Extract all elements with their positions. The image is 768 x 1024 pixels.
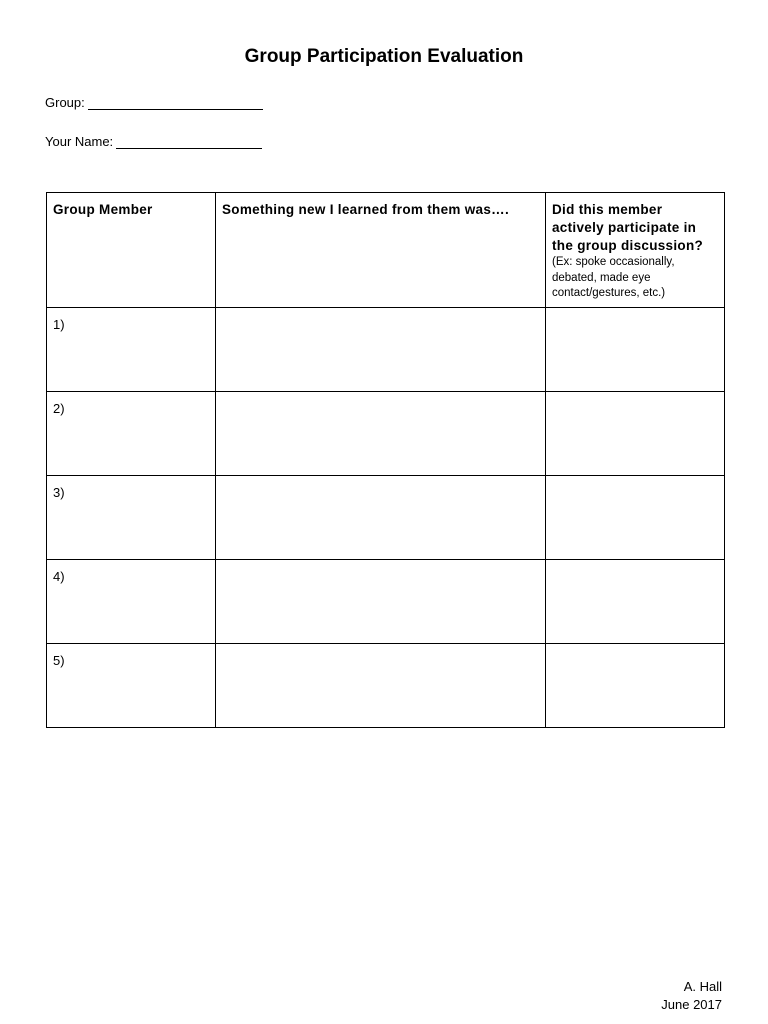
page-title: Group Participation Evaluation [244,46,524,67]
learned-cell[interactable] [216,476,546,560]
member-cell[interactable] [47,476,216,560]
evaluation-table [46,192,725,728]
table-row [47,560,725,644]
header-member-label: Group Member [53,202,153,217]
participate-cell[interactable] [546,392,725,476]
header-cell-participate [546,193,725,308]
footer-date: June 2017 [661,997,722,1012]
group-field [45,95,263,110]
learned-cell[interactable] [216,644,546,728]
table-row [47,476,725,560]
your-name-field [45,134,262,149]
group-label: Group: [45,95,85,110]
row-number: 3) [53,485,65,500]
learned-cell[interactable] [216,308,546,392]
header-participate-note: (Ex: spoke occasionally, debated, made eye contact/gestures, etc.) [552,256,675,299]
row-number: 5) [53,653,65,668]
learned-cell[interactable] [216,392,546,476]
table-row [47,392,725,476]
row-number: 2) [53,401,65,416]
table-row [47,644,725,728]
participate-cell[interactable] [546,308,725,392]
participate-cell[interactable] [546,644,725,728]
table-row [47,308,725,392]
member-cell[interactable] [47,644,216,728]
participate-cell[interactable] [546,560,725,644]
header-participate-label: Did this member actively participate in the group discussion? [552,202,704,253]
learned-cell[interactable] [216,560,546,644]
footer-author: A. Hall [683,979,722,994]
table-header-row [47,193,725,308]
your-name-label: Your Name: [45,134,114,149]
member-cell[interactable] [47,560,216,644]
member-cell[interactable] [47,308,216,392]
row-number: 1) [53,317,65,332]
header-cell-learned [216,193,546,308]
your-name-blank-line[interactable] [116,134,262,149]
header-cell-member [47,193,216,308]
participate-cell[interactable] [546,476,725,560]
member-cell[interactable] [47,392,216,476]
group-blank-line[interactable] [88,95,263,110]
header-learned-label: Something new I learned from them was…. [222,202,509,217]
row-number: 4) [53,569,65,584]
